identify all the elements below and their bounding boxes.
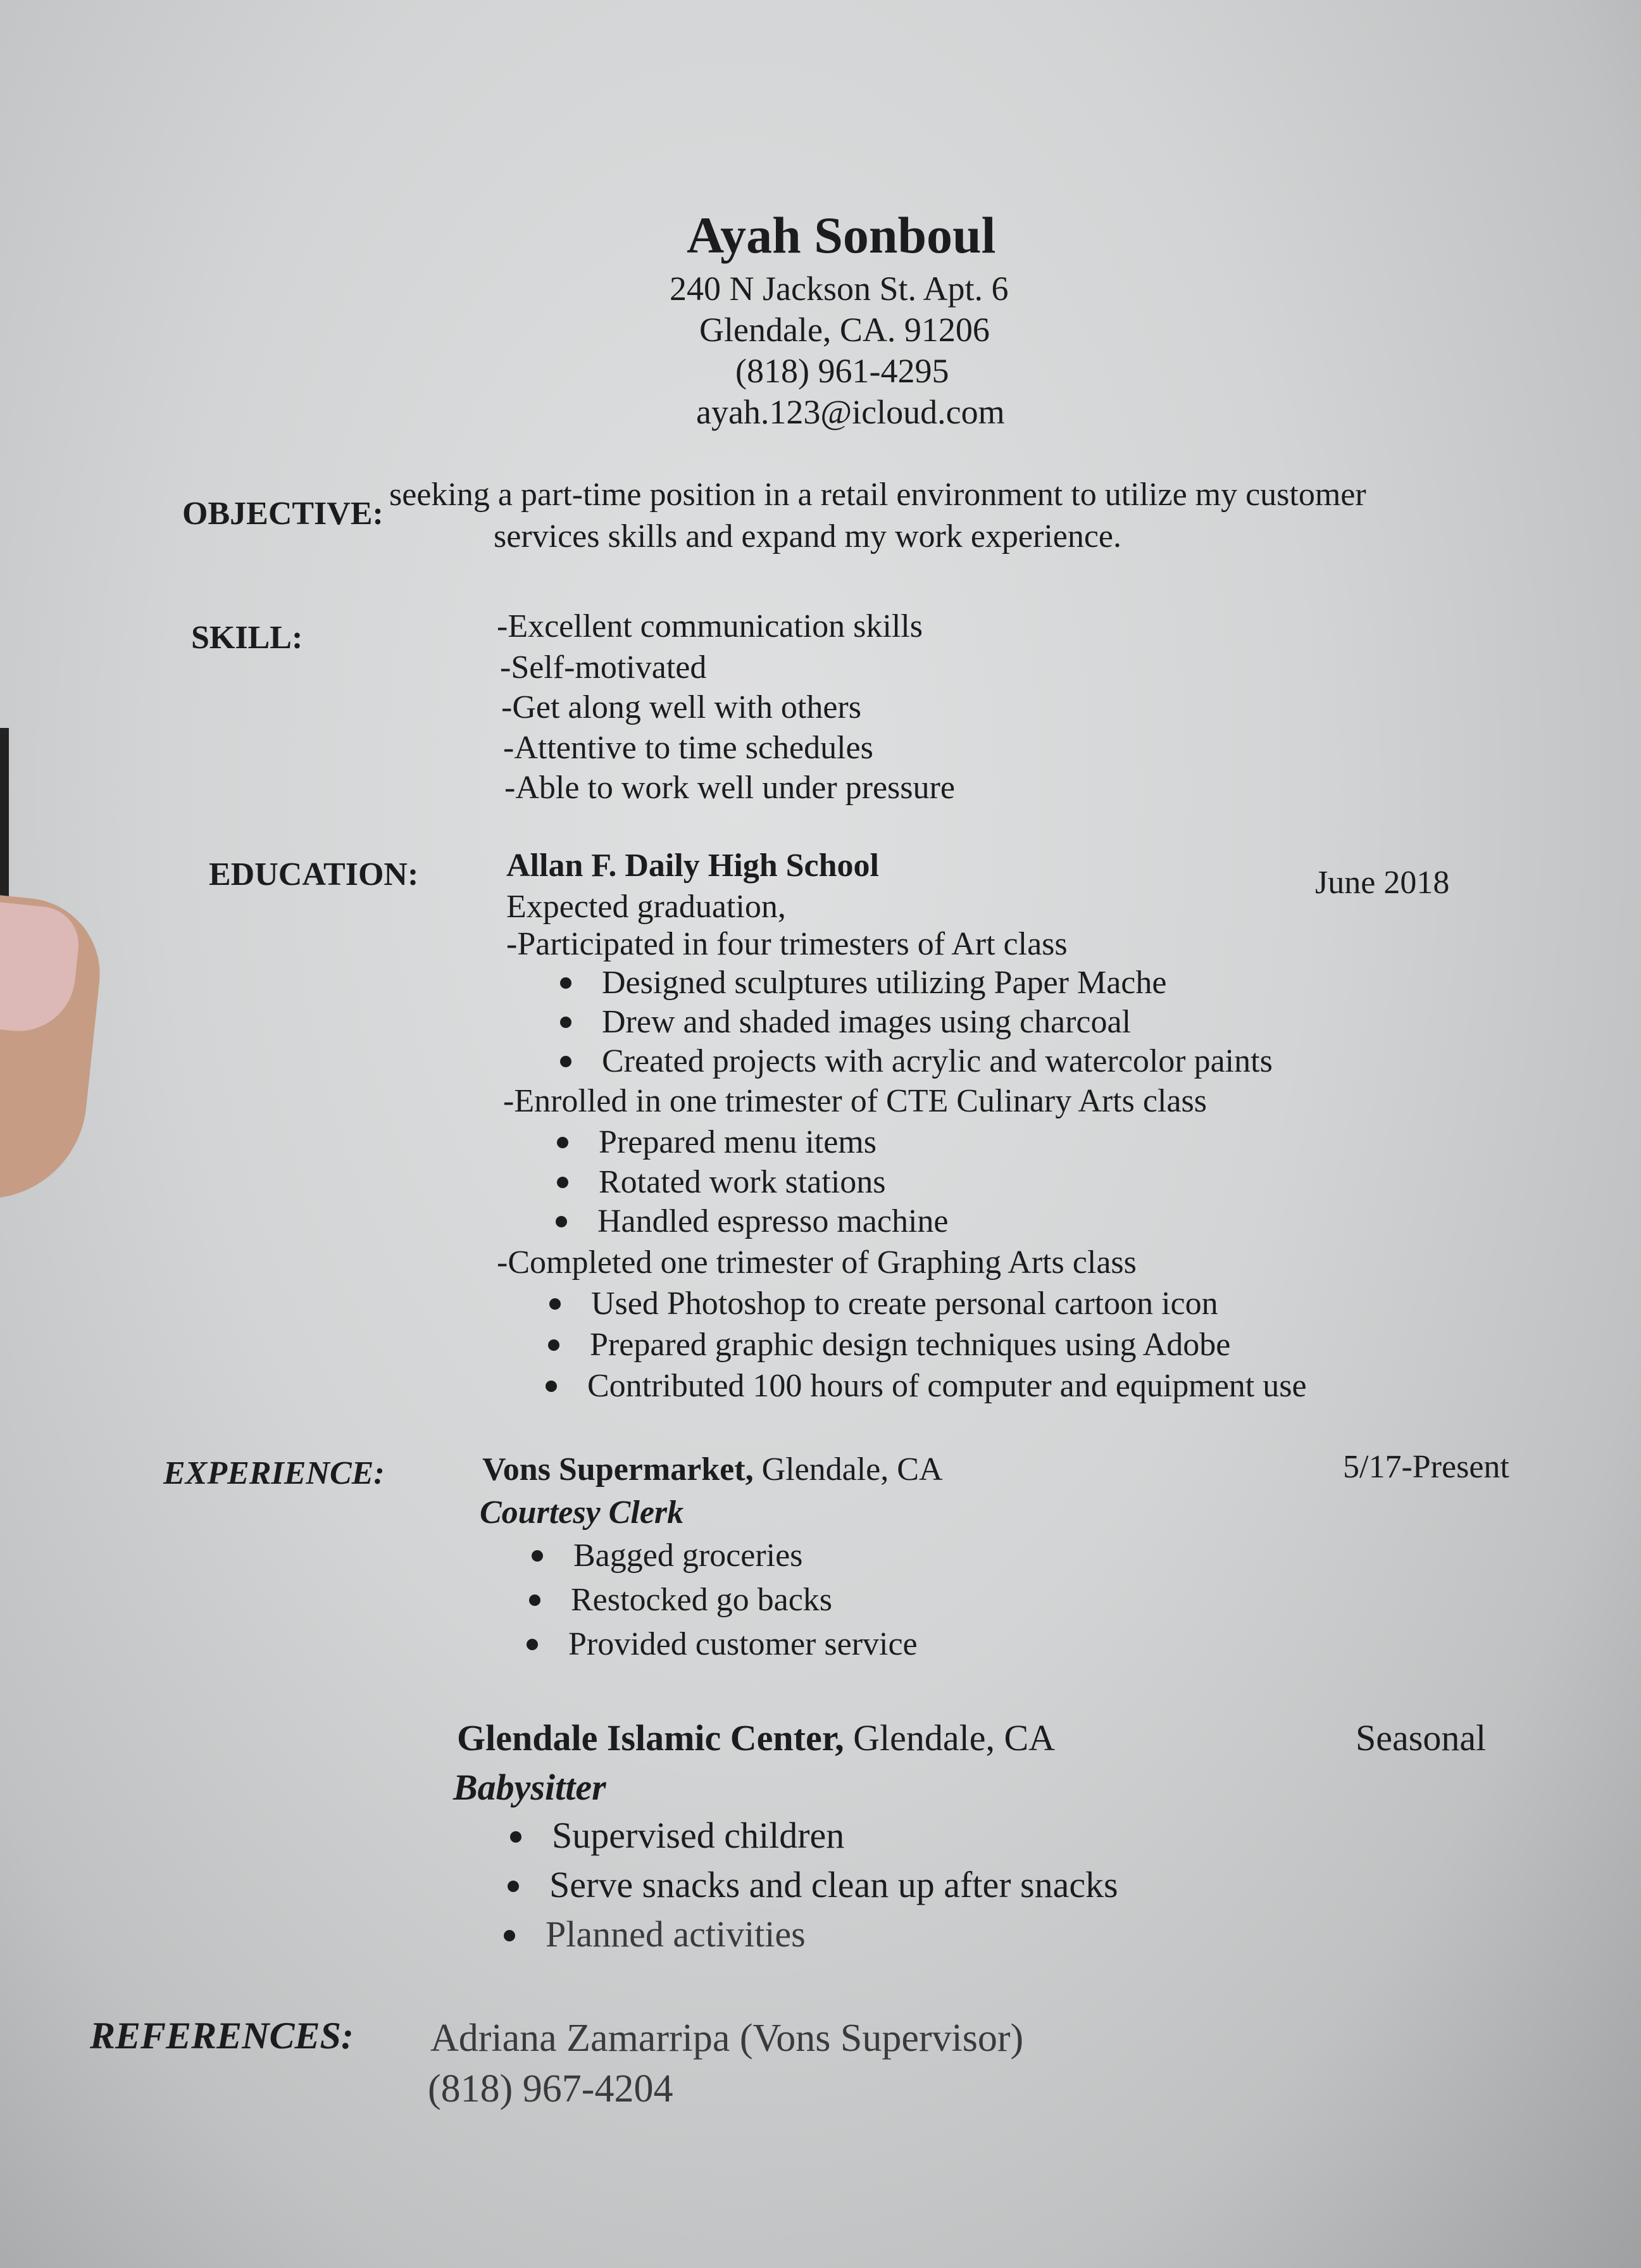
job-bullet: Bagged groceries <box>532 1537 802 1574</box>
bullet-icon <box>529 1594 540 1606</box>
address-line-1: 240 N Jackson St. Apt. 6 <box>670 270 1009 308</box>
experience-label: EXPERIENCE: <box>163 1455 385 1491</box>
course-bullet: Drew and shaded images using charcoal <box>560 1003 1131 1041</box>
skill-item: -Get along well with others <box>501 689 861 725</box>
bullet-icon <box>549 1298 561 1310</box>
reference-name: Adriana Zamarripa (Vons Supervisor) <box>430 2017 1024 2060</box>
course-art: -Participated in four trimesters of Art class <box>506 926 1068 962</box>
objective-line-2: services skills and expand my work experience. <box>494 518 1122 554</box>
job-bullet: Provided customer service <box>527 1626 918 1663</box>
job-bullet: Restocked go backs <box>529 1581 832 1619</box>
course-bullet: Contributed 100 hours of computer and equipment use <box>546 1367 1307 1405</box>
phone: (818) 961-4295 <box>735 352 949 390</box>
school-name: Allan F. Daily High School <box>506 848 879 884</box>
course-bullet: Prepared menu items <box>557 1124 877 1161</box>
education-label: EDUCATION: <box>209 856 419 893</box>
graduation-date: June 2018 <box>1315 865 1450 901</box>
course-graphing: -Completed one trimester of Graphing Arts class <box>497 1244 1137 1281</box>
bullet-icon <box>560 1056 571 1067</box>
objective-label: OBJECTIVE: <box>182 496 384 532</box>
reference-phone: (818) 967-4204 <box>428 2067 673 2110</box>
job2-dates: Seasonal <box>1356 1717 1487 1758</box>
course-bullet: Created projects with acrylic and watercolor paints <box>560 1043 1273 1080</box>
job1-title: Courtesy Clerk <box>480 1494 684 1531</box>
bullet-icon <box>557 1137 568 1148</box>
job-bullet: Planned activities <box>504 1913 806 1955</box>
skill-label: SKILL: <box>191 620 303 656</box>
bullet-icon <box>527 1639 538 1650</box>
bullet-icon <box>556 1216 567 1227</box>
email: ayah.123@icloud.com <box>696 393 1005 431</box>
bullet-icon <box>532 1550 543 1562</box>
job2-heading: Glendale Islamic Center, Glendale, CA <box>457 1717 1056 1758</box>
job1-dates: 5/17-Present <box>1343 1449 1509 1485</box>
course-bullet: Handled espresso machine <box>556 1203 948 1240</box>
course-bullet: Rotated work stations <box>557 1163 886 1201</box>
job-bullet: Supervised children <box>510 1814 844 1857</box>
skill-item: -Self-motivated <box>500 649 707 686</box>
job2-title: Babysitter <box>453 1767 606 1808</box>
references-label: REFERENCES: <box>90 2015 354 2057</box>
course-bullet: Used Photoshop to create personal cartoon icon <box>549 1285 1218 1322</box>
skill-item: -Able to work well under pressure <box>504 770 955 806</box>
expected-graduation: Expected graduation, <box>506 889 786 925</box>
skill-item: -Attentive to time schedules <box>503 730 873 766</box>
address-line-2: Glendale, CA. 91206 <box>699 311 990 349</box>
course-bullet: Designed sculptures utilizing Paper Mache <box>560 964 1166 1001</box>
resume-name: Ayah Sonboul <box>687 206 996 264</box>
bullet-icon <box>510 1831 521 1843</box>
bullet-icon <box>557 1177 568 1188</box>
bullet-icon <box>508 1881 519 1892</box>
skill-item: -Excellent communication skills <box>497 608 923 644</box>
bullet-icon <box>560 977 571 989</box>
bullet-icon <box>546 1381 557 1392</box>
course-bullet: Prepared graphic design techniques using Adobe <box>548 1326 1230 1363</box>
job1-heading: Vons Supermarket, Glendale, CA <box>482 1451 943 1488</box>
job-bullet: Serve snacks and clean up after snacks <box>508 1864 1118 1906</box>
objective-line-1: seeking a part-time position in a retail environment to utilize my customer <box>389 477 1366 513</box>
bullet-icon <box>504 1930 515 1941</box>
bullet-icon <box>548 1339 559 1351</box>
course-culinary: -Enrolled in one trimester of CTE Culinary Arts class <box>503 1083 1207 1119</box>
bullet-icon <box>560 1017 571 1028</box>
